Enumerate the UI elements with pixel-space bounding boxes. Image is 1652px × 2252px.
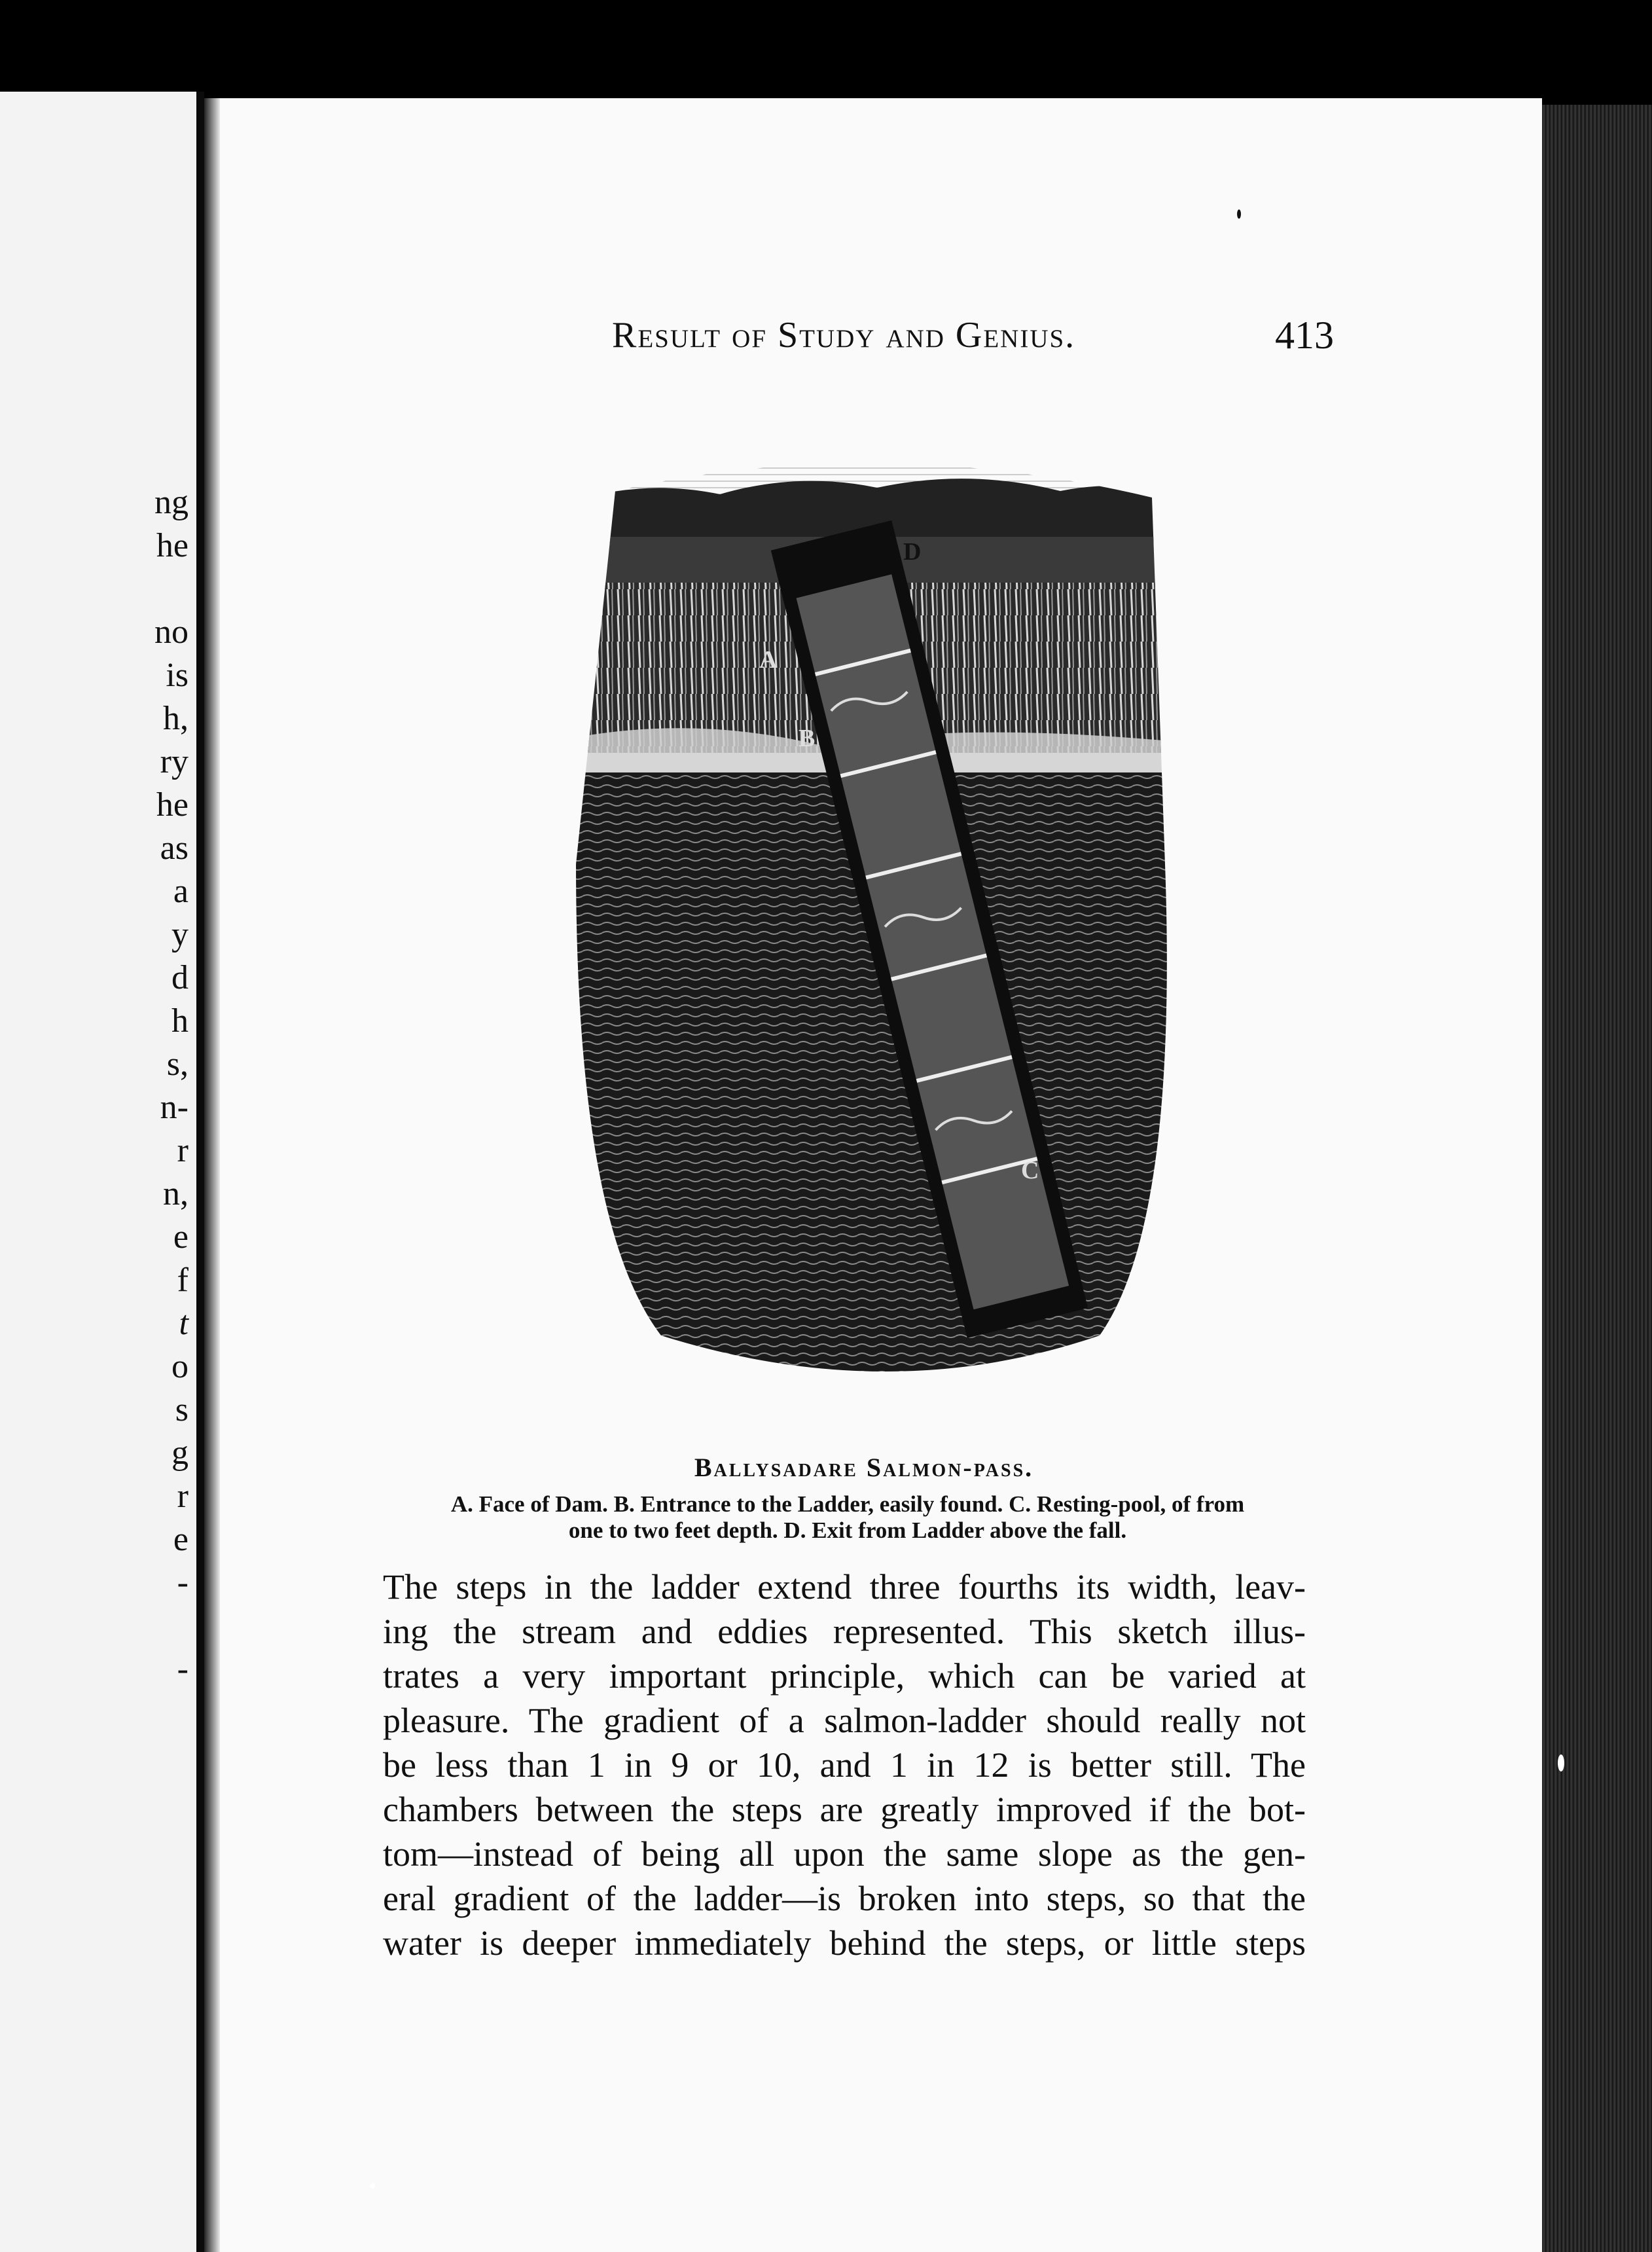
gutter-shadow [204, 98, 220, 2252]
facing-line: f [177, 1262, 189, 1299]
scan-speck [370, 2183, 375, 2188]
body-line: The steps in the ladder extend three fourths its width, leav- [383, 1567, 1306, 1607]
label-c: C [1021, 1157, 1039, 1184]
body-line: trates a very important principle, which can be varied at [383, 1656, 1306, 1696]
facing-line [3, 568, 194, 611]
facing-page-text [3, 481, 194, 1691]
facing-line: e [173, 1521, 189, 1558]
facing-line: - [177, 1564, 189, 1601]
body-line: chambers between the steps are greatly improved if the bot- [383, 1790, 1306, 1829]
facing-line: s, [166, 1045, 189, 1083]
facing-line: o [171, 1348, 189, 1385]
facing-line: a [173, 873, 189, 910]
body-paragraph [383, 1565, 1306, 1965]
facing-line: r [177, 1132, 189, 1169]
body-line: ing the stream and eddies represented. This sketch illus- [383, 1612, 1306, 1651]
facing-line: is [166, 657, 189, 694]
figure-caption: Ballysadare Salmon-pass. [694, 1453, 1034, 1482]
facing-line: s [175, 1391, 189, 1428]
body-line: pleasure. The gradient of a salmon-ladder should really not [383, 1701, 1306, 1740]
facing-line: n- [160, 1089, 189, 1126]
body-line: eral gradient of the ladder—is broken into steps, so that the [383, 1879, 1306, 1918]
facing-line: as [160, 829, 189, 867]
figure-legend [383, 1491, 1312, 1544]
facing-line: d [171, 959, 189, 996]
label-b: B [799, 725, 816, 752]
binding-rule [196, 92, 204, 2252]
facing-page [0, 92, 196, 2252]
engraving-illustration [563, 406, 1191, 1440]
page-edge-stack [1542, 105, 1652, 2252]
facing-line: h [171, 1002, 189, 1040]
scan-speck [1558, 1754, 1564, 1771]
facing-line: n, [163, 1175, 189, 1212]
facing-line: - [177, 1650, 189, 1688]
page-number: 413 [1275, 314, 1334, 357]
facing-line: e [173, 1218, 189, 1256]
facing-line: ng [154, 484, 189, 521]
body-line: be less than 1 in 9 or 10, and 1 in 12 is better still. The [383, 1745, 1306, 1785]
legend-line: one to two feet depth. D. Exit from Ladder above the fall. [568, 1517, 1127, 1543]
facing-line: ry [160, 743, 189, 780]
label-d: D [903, 538, 922, 566]
facing-line: no [154, 613, 189, 651]
facing-line: he [156, 786, 189, 824]
salmon-pass-engraving [563, 406, 1191, 1440]
facing-line: r [177, 1478, 189, 1515]
body-line: tom—instead of being all upon the same slope as the gen- [383, 1834, 1306, 1874]
facing-line: y [171, 916, 189, 953]
facing-line: h, [163, 700, 189, 737]
legend-line: A. Face of Dam. B. Entrance to the Ladder, easily found. C. Resting-pool, of from [450, 1491, 1245, 1517]
body-line: water is deeper immediately behind the steps, or little steps [383, 1923, 1306, 1963]
facing-line [3, 1605, 194, 1648]
facing-line: g [171, 1434, 189, 1472]
facing-line: t [179, 1305, 189, 1342]
facing-line: he [156, 527, 189, 564]
label-a: A [759, 646, 778, 674]
scan-speck [1237, 209, 1241, 219]
running-head: Result of Study and Genius. [612, 315, 1076, 355]
